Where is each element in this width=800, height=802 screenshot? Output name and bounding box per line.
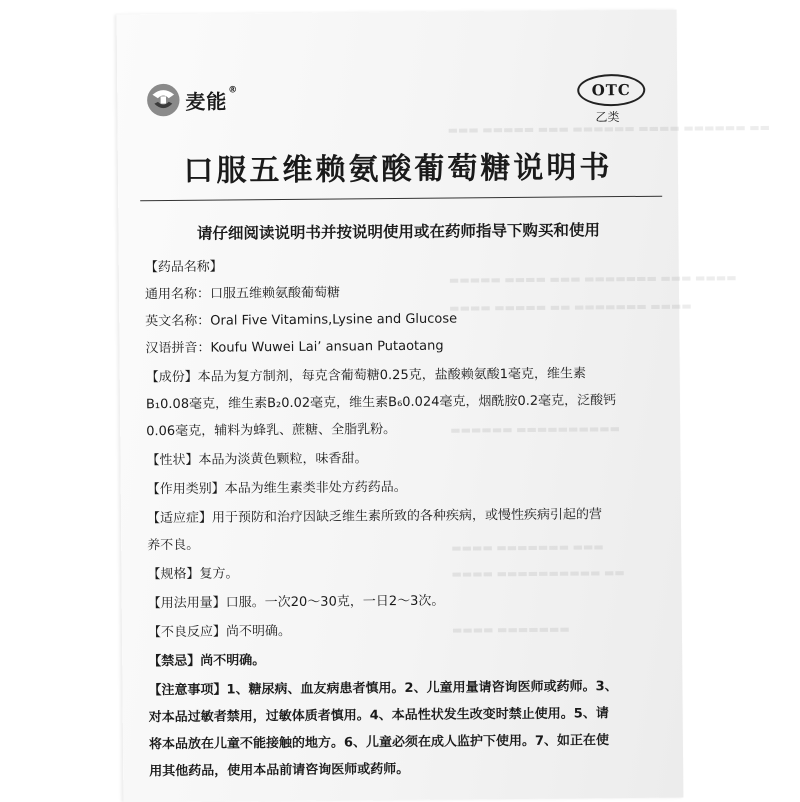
adverse-label: 【不良反应】 — [147, 624, 227, 641]
drug-name-heading: 【药品名称】 — [144, 259, 223, 276]
appearance-label: 【性状】 — [146, 452, 199, 469]
common-name-value: 口服五维赖氨酸葡萄糖 — [209, 285, 341, 302]
indication-label: 【适应症】 — [146, 510, 213, 527]
otc-badge: OTC — [577, 74, 645, 107]
indication-line-2: 养不良。 — [147, 537, 200, 554]
precautions-line-2: 对本品过敏者禁用，过敏体质者慎用。4、本品性状发生改变时禁止使用。5、请 — [148, 706, 609, 726]
category-label: 【作用类别】 — [146, 481, 225, 498]
indication-line-1: 【适应症】用于预防和治疗因缺乏维生素所致的各种疾病，或慢性疾病引起的营 — [146, 507, 603, 527]
precautions-line-4: 用其他药品，使用本品前请咨询医师或药师。 — [149, 761, 410, 780]
pinyin-name-row — [145, 331, 663, 363]
title-divider — [140, 196, 662, 202]
precautions-line-1: 【注意事项】1、糖尿病、血友病患者慎用。2、儿童用量请咨询医师或药师。3、 — [148, 679, 618, 699]
composition-line-2: B₁0.08毫克，维生素B₂0.02毫克，维生素B₆0.024毫克，烟酰胺0.2毫克，泛酸钙 — [145, 393, 617, 413]
pinyin-name-value: Koufu Wuwei Lai’ ansuan Putaotang — [210, 338, 444, 356]
usage-notice: 请仔细阅读说明书并按说明使用或在药师指导下购买和使用 — [196, 221, 601, 243]
adverse-text: 尚不明确。 — [225, 623, 292, 640]
dosage-row — [148, 586, 666, 618]
spec-label: 【规格】 — [147, 566, 200, 583]
composition-line-3: 0.06毫克，辅料为蜂乳、蔗糖、全脂乳粉。 — [146, 422, 397, 440]
show-through-texture: ▬▬▬▬ ▬▬▬▬▬▬▬ ▬▬▬ — [451, 540, 604, 555]
dosage-text: 口服。一次20～30克，一日2～3次。 — [225, 593, 445, 611]
pinyin-name-label: 汉语拼音： — [145, 340, 211, 357]
contraindication-row — [148, 644, 666, 676]
composition-label: 【成份】 — [145, 369, 198, 386]
english-name-value: Oral Five Vitamins,Lysine and Glucose — [210, 311, 458, 329]
precautions-line-3: 将本品放在儿童不能接触的地方。6、儿童必须在成人监护下使用。7、如正在使 — [148, 733, 610, 753]
dosage-label: 【用法用量】 — [147, 595, 226, 612]
brand-logo-mark — [145, 82, 181, 118]
show-through-texture: ▬▬▬▬▬▬ ▬▬▬▬▬▬▬▬▬▬ — [450, 422, 621, 437]
english-name-label: 英文名称： — [145, 313, 211, 330]
show-through-texture: ▬▬▬▬ ▬▬▬▬▬▬▬ — [451, 622, 570, 637]
show-through-texture: ▬▬▬▬ ▬▬▬▬▬ ▬▬ ▬▬▬▬▬▬▬ ▬▬▬▬ — [449, 299, 692, 315]
brand-logo — [145, 81, 238, 118]
category-row — [147, 472, 665, 504]
adverse-row — [148, 615, 666, 647]
appearance-text: 本品为淡黄色颗粒，味香甜。 — [198, 451, 368, 468]
leaflet-body — [145, 250, 668, 786]
show-through-texture: ▬▬▬▬▬ ▬▬▬▬ ▬▬▬ ▬▬▬▬▬▬▬ ▬▬▬ ▬▬▬▬ — [448, 271, 737, 287]
contraindication-text: 尚不明确。 — [200, 653, 266, 669]
spec-row — [147, 557, 665, 589]
otc-class-label: 乙类 — [595, 110, 620, 125]
document-title: 口服五维赖氨酸葡萄糖说明书 — [183, 150, 613, 189]
spec-text: 复方。 — [199, 566, 239, 582]
leaflet-sheet — [117, 10, 771, 802]
common-name-label: 通用名称： — [144, 286, 211, 303]
appearance-row — [146, 443, 664, 475]
category-text: 本品为维生素类非处方药药品。 — [224, 479, 407, 497]
show-through-texture: ▬▬▬▬ ▬▬▬▬▬▬▬▬▬▬ ▬▬ — [451, 566, 625, 581]
precautions-label: 【注意事项】 — [148, 682, 227, 699]
brand-name: 麦能® — [185, 84, 239, 114]
show-through-texture: ▬▬▬ ▬▬▬▬▬ ▬▬▬ ▬▬▬▬▬▬ ▬▬▬▬ ▬▬▬▬▬▬ ▬▬ — [447, 120, 771, 137]
composition-line-1: 【成份】本品为复方制剂，每克含葡萄糖0.25克，盐酸赖氨酸1毫克，维生素 — [145, 366, 587, 386]
contraindication-label: 【禁忌】 — [148, 653, 201, 670]
